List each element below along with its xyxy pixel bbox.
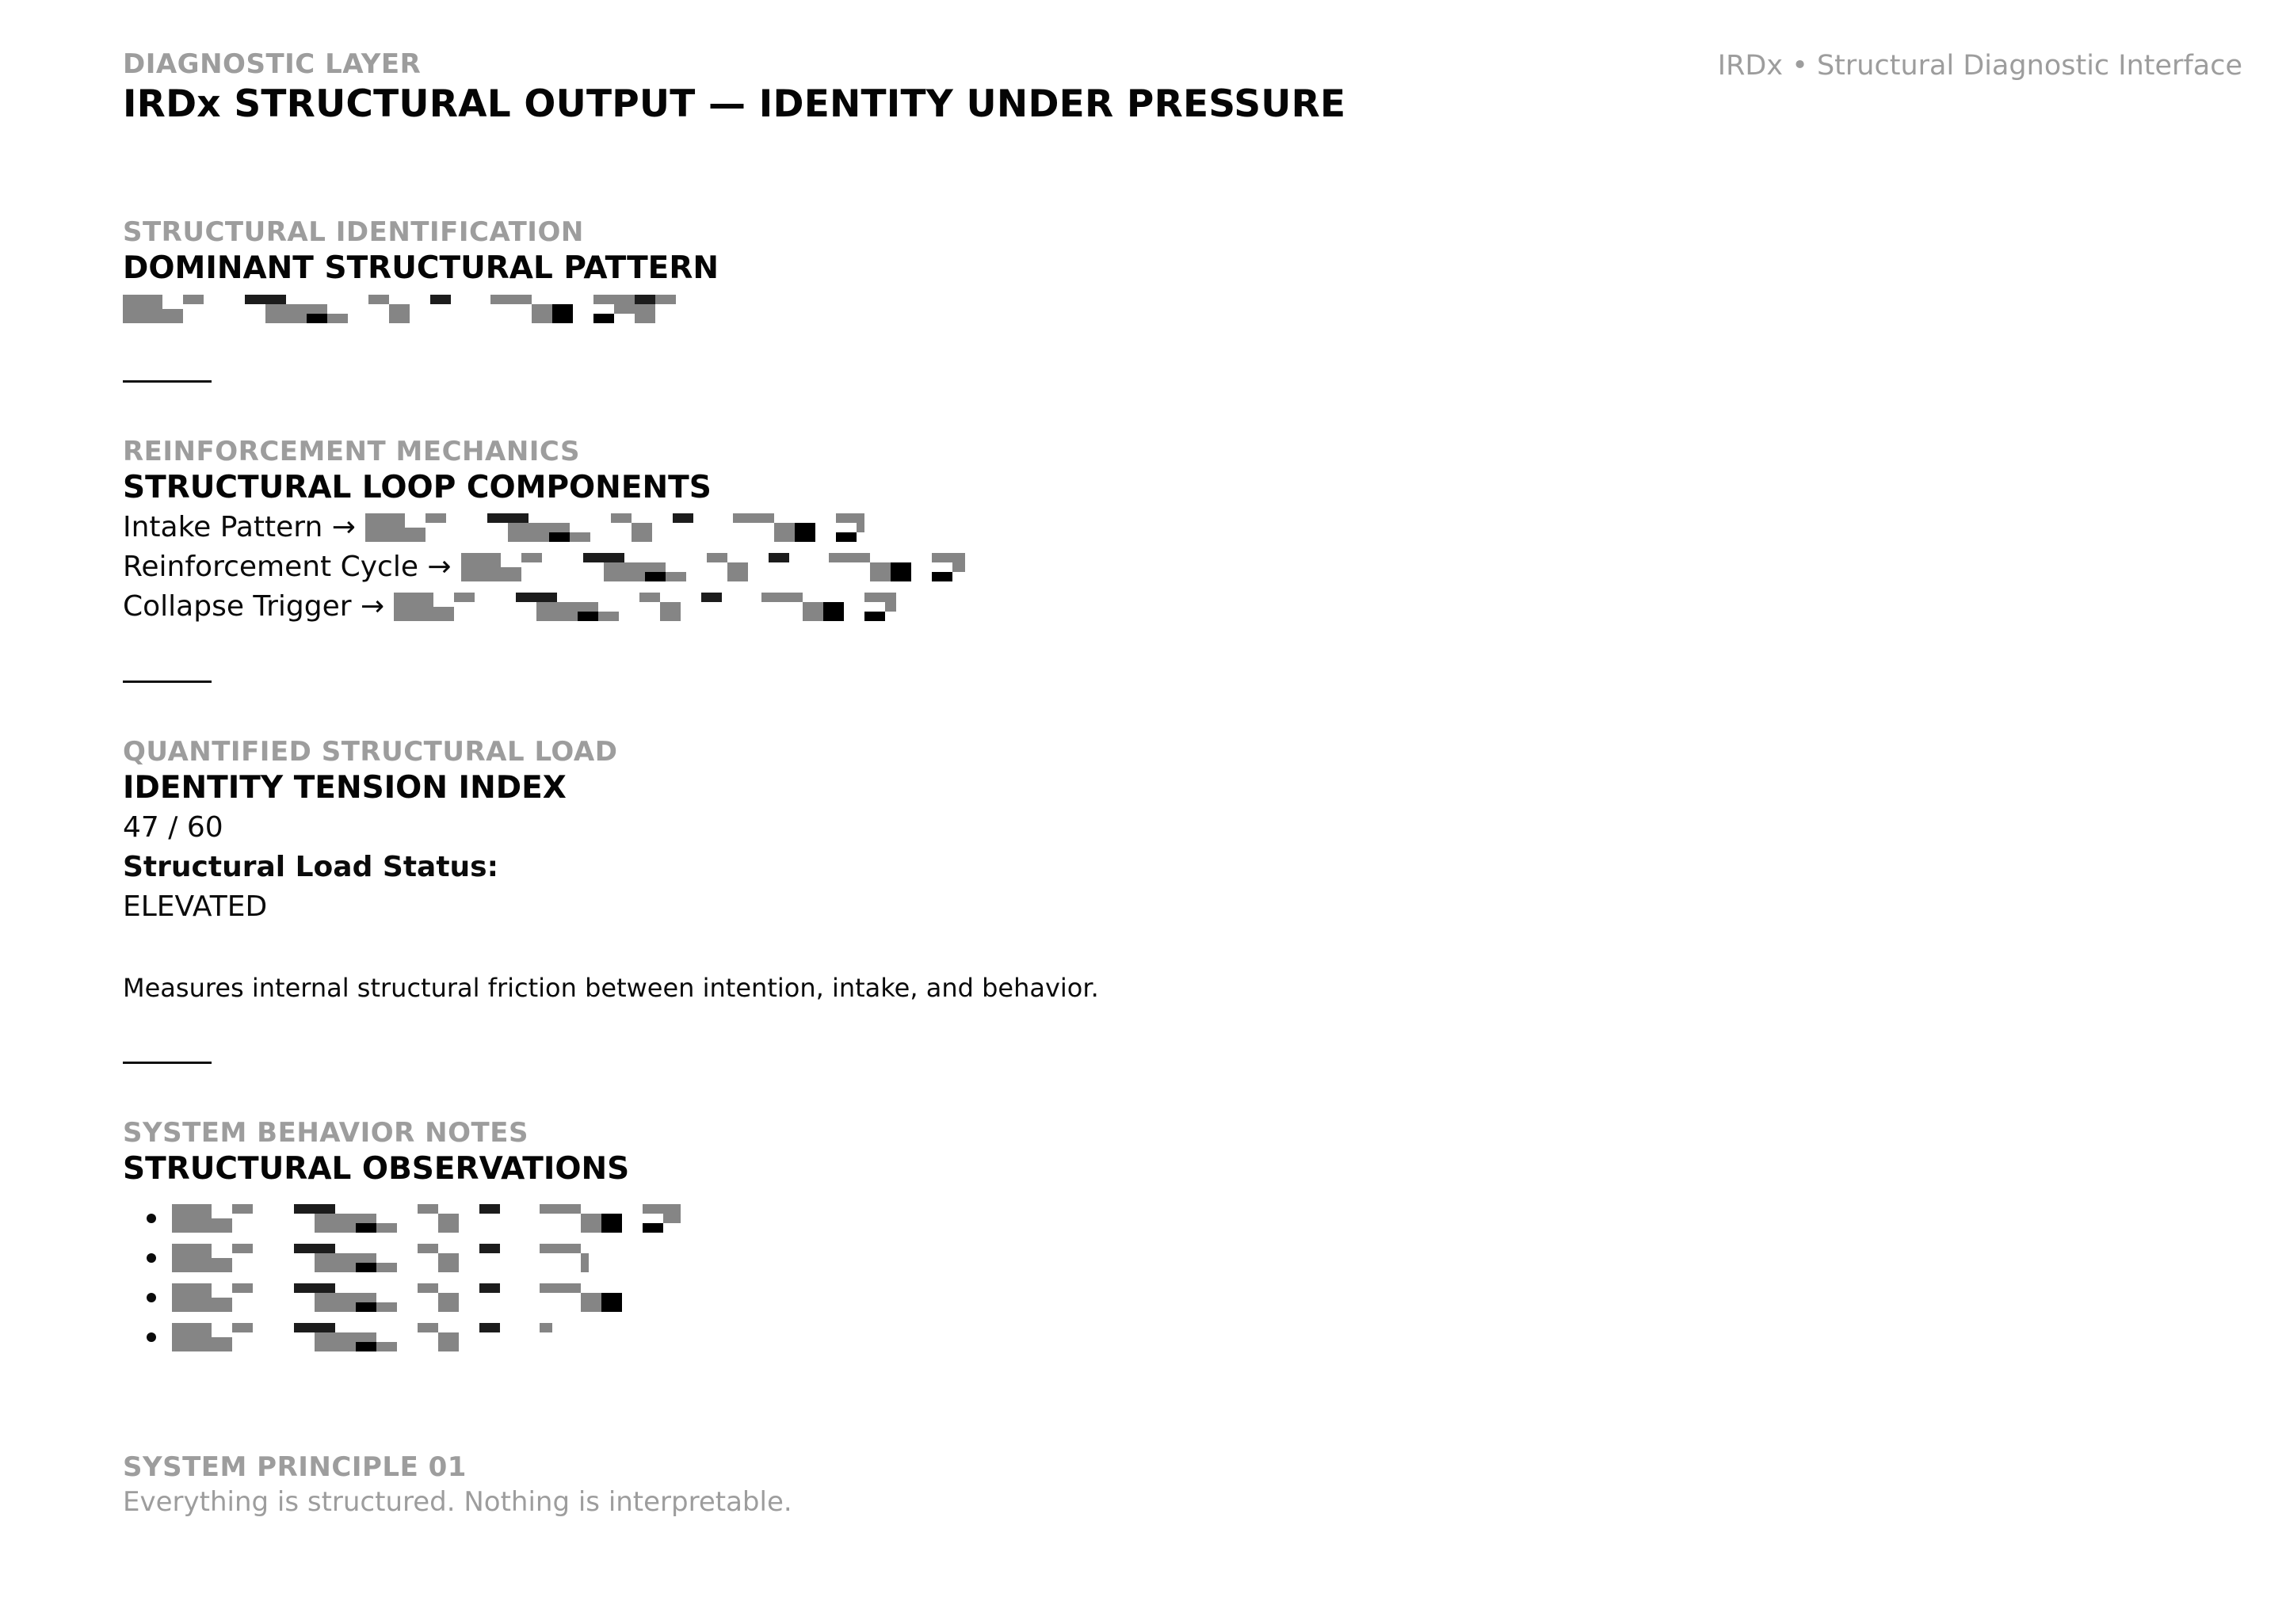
redaction-block: [356, 1214, 376, 1223]
section-eyebrow: QUANTIFIED STRUCTURAL LOAD: [123, 736, 618, 768]
redaction-block: [870, 572, 891, 581]
section-eyebrow: STRUCTURAL IDENTIFICATION: [123, 216, 584, 248]
redaction-block: [829, 553, 870, 562]
redaction-block: [438, 1253, 459, 1263]
redaction-block: [454, 593, 475, 602]
redaction-block: [433, 607, 454, 621]
redaction-block: [315, 1244, 335, 1253]
redacted-value: [461, 553, 965, 581]
redaction-block: [540, 1204, 581, 1214]
section-divider: [123, 1062, 212, 1064]
redaction-block: [327, 314, 348, 323]
section-heading: IDENTITY TENSION INDEX: [123, 770, 567, 806]
redaction-block: [286, 304, 307, 323]
redaction-block: [516, 593, 536, 602]
redaction-block: [376, 1263, 397, 1272]
redaction-block: [803, 612, 823, 621]
redaction-block: [660, 612, 681, 621]
redaction-block: [232, 1244, 253, 1253]
redaction-block: [315, 1342, 335, 1351]
redaction-block: [376, 1342, 397, 1351]
redaction-block: [611, 513, 632, 523]
redaction-block: [335, 1214, 356, 1233]
redaction-block: [438, 1214, 459, 1223]
redaction-block: [232, 1204, 253, 1214]
bullet-icon: [147, 1214, 156, 1223]
redaction-block: [356, 1223, 376, 1233]
redaction-block: [356, 1253, 376, 1263]
redacted-pattern: [123, 295, 688, 323]
redaction-block: [540, 1244, 581, 1253]
redaction-block: [536, 593, 557, 602]
redaction-block: [212, 1258, 232, 1272]
redaction-block: [581, 1214, 601, 1223]
list-item: [123, 1278, 2246, 1317]
redaction-block: [864, 593, 896, 602]
redaction-block: [593, 295, 635, 304]
page-header: [123, 48, 2246, 128]
redacted-value: [394, 593, 896, 621]
section-divider: [123, 380, 212, 383]
redaction-block: [232, 1323, 253, 1332]
redaction-block: [487, 513, 508, 523]
redaction-block: [540, 1323, 552, 1332]
redaction-block: [389, 304, 410, 314]
list-item: [123, 1317, 2246, 1357]
redaction-block: [438, 1223, 459, 1233]
redaction-block: [172, 1244, 212, 1258]
redaction-block: [368, 295, 389, 304]
redaction-block: [655, 295, 676, 304]
redaction-block: [501, 567, 521, 581]
redaction-block: [294, 1283, 315, 1293]
redaction-block: [639, 593, 660, 602]
redaction-block: [593, 314, 614, 323]
redaction-block: [552, 304, 573, 323]
redaction-block: [172, 1323, 212, 1337]
section-reinforcement: [123, 435, 2246, 627]
redaction-block: [315, 1283, 335, 1293]
redaction-block: [836, 513, 864, 523]
redaction-block: [315, 1204, 335, 1214]
redaction-block: [394, 593, 433, 607]
redaction-block: [294, 1323, 315, 1332]
redaction-block: [598, 612, 619, 621]
redaction-block: [557, 602, 578, 621]
redaction-block: [376, 1223, 397, 1233]
redaction-block: [418, 1244, 438, 1253]
redacted-observation: [172, 1283, 630, 1312]
redaction-block: [315, 1302, 335, 1312]
redaction-block: [635, 295, 655, 304]
redaction-block: [232, 1283, 253, 1293]
section-divider: [123, 680, 212, 683]
observations-list: [123, 1199, 2246, 1357]
redaction-block: [294, 1244, 315, 1253]
section-eyebrow: SYSTEM BEHAVIOR NOTES: [123, 1117, 529, 1149]
redaction-block: [315, 1223, 335, 1233]
redaction-block: [635, 314, 655, 323]
redaction-block: [549, 523, 570, 532]
redaction-block: [418, 1323, 438, 1332]
redaction-block: [508, 532, 529, 542]
redaction-block: [663, 1214, 681, 1223]
redaction-block: [727, 562, 748, 572]
redaction-block: [315, 1323, 335, 1332]
redaction-block: [438, 1332, 459, 1342]
list-item: [123, 1199, 2246, 1238]
redaction-block: [307, 304, 327, 314]
redaction-block: [212, 1218, 232, 1233]
redacted-observation: [172, 1204, 681, 1233]
redaction-block: [632, 532, 652, 542]
redaction-block: [356, 1332, 376, 1342]
redaction-block: [438, 1302, 459, 1312]
section-heading: DOMINANT STRUCTURAL PATTERN: [123, 250, 719, 286]
redaction-block: [536, 612, 557, 621]
redaction-block: [823, 602, 844, 621]
redaction-block: [183, 295, 204, 304]
redaction-block: [645, 572, 666, 581]
redaction-block: [578, 612, 598, 621]
redaction-block: [673, 513, 693, 523]
redaction-block: [643, 1204, 681, 1214]
redaction-block: [870, 562, 891, 572]
redaction-block: [581, 1223, 601, 1233]
redaction-block: [581, 1253, 589, 1263]
redaction-block: [803, 602, 823, 612]
redaction-block: [701, 593, 722, 602]
redaction-block: [479, 1204, 500, 1214]
redaction-block: [245, 295, 265, 304]
redaction-block: [335, 1293, 356, 1312]
redaction-block: [632, 523, 652, 532]
redaction-block: [162, 309, 183, 323]
redaction-block: [438, 1293, 459, 1302]
redaction-block: [356, 1263, 376, 1272]
bullet-icon: [147, 1253, 156, 1263]
redaction-block: [438, 1263, 459, 1272]
redaction-block: [581, 1263, 589, 1272]
redaction-block: [356, 1293, 376, 1302]
redaction-block: [666, 572, 686, 581]
redaction-block: [578, 602, 598, 612]
redaction-block: [570, 532, 590, 542]
loop-component-label: Collapse Trigger →: [123, 590, 385, 623]
redaction-block: [583, 553, 604, 562]
loop-component-collapse: [123, 587, 2246, 627]
tension-score: 47 / 60: [123, 811, 223, 844]
section-heading: STRUCTURAL OBSERVATIONS: [123, 1151, 630, 1187]
redaction-block: [733, 513, 774, 523]
redaction-block: [123, 295, 162, 309]
redaction-block: [932, 553, 965, 562]
loop-component-reinforcement: [123, 547, 2246, 587]
redaction-block: [614, 304, 655, 314]
redaction-block: [643, 1223, 663, 1233]
principle-text: Everything is structured. Nothing is interpretable.: [123, 1486, 792, 1518]
redaction-block: [335, 1332, 356, 1351]
redaction-block: [774, 532, 795, 542]
redaction-block: [601, 1214, 622, 1233]
redaction-block: [624, 562, 645, 581]
section-identification: [123, 215, 2246, 326]
redaction-block: [885, 602, 896, 612]
redaction-block: [294, 1204, 315, 1214]
principle-eyebrow: SYSTEM PRINCIPLE 01: [123, 1451, 467, 1483]
redaction-block: [376, 1302, 397, 1312]
redaction-block: [645, 562, 666, 572]
diagnostic-page: [123, 48, 2246, 1520]
redaction-block: [461, 553, 501, 567]
loop-component-intake: [123, 508, 2246, 547]
redaction-block: [508, 513, 529, 523]
redaction-block: [356, 1302, 376, 1312]
redaction-block: [836, 532, 857, 542]
redaction-block: [438, 1342, 459, 1351]
redaction-block: [581, 1293, 601, 1302]
redaction-block: [172, 1204, 212, 1218]
redaction-block: [405, 528, 425, 542]
redaction-block: [857, 523, 864, 532]
load-status-value: ELEVATED: [123, 890, 268, 923]
page-title: IRDx STRUCTURAL OUTPUT — IDENTITY UNDER PRESSURE: [123, 82, 1346, 126]
redaction-block: [601, 1293, 622, 1312]
section-load: [123, 735, 2246, 1006]
redacted-value: [365, 513, 864, 542]
redaction-block: [761, 593, 803, 602]
redaction-block: [891, 562, 911, 581]
redaction-block: [172, 1283, 212, 1298]
redaction-block: [864, 612, 885, 621]
redaction-block: [479, 1283, 500, 1293]
redaction-block: [795, 523, 815, 542]
redaction-block: [707, 553, 727, 562]
load-status-label: Structural Load Status:: [123, 851, 498, 883]
redaction-block: [418, 1283, 438, 1293]
redaction-block: [540, 1283, 581, 1293]
redaction-block: [952, 562, 965, 572]
redaction-block: [532, 314, 552, 323]
section-notes: [123, 1116, 2246, 1357]
redaction-block: [418, 1204, 438, 1214]
redaction-block: [265, 314, 286, 323]
redaction-block: [212, 1298, 232, 1312]
section-eyebrow: REINFORCEMENT MECHANICS: [123, 436, 580, 467]
load-description: Measures internal structural friction between intention, intake, and behavior.: [123, 973, 1099, 1003]
redaction-block: [604, 553, 624, 562]
redaction-block: [549, 532, 570, 542]
bullet-icon: [147, 1332, 156, 1342]
redaction-block: [932, 572, 952, 581]
redaction-block: [532, 304, 552, 314]
redaction-block: [356, 1342, 376, 1351]
redaction-block: [315, 1263, 335, 1272]
page-eyebrow: DIAGNOSTIC LAYER: [123, 48, 422, 80]
loop-component-label: Reinforcement Cycle →: [123, 551, 452, 583]
redaction-block: [430, 295, 451, 304]
redaction-block: [307, 314, 327, 323]
redaction-block: [479, 1244, 500, 1253]
redaction-block: [604, 572, 624, 581]
redaction-block: [529, 523, 549, 542]
bullet-icon: [147, 1293, 156, 1302]
redaction-block: [479, 1323, 500, 1332]
list-item: [123, 1238, 2246, 1278]
redaction-block: [727, 572, 748, 581]
redaction-block: [521, 553, 542, 562]
redaction-block: [365, 513, 405, 528]
redacted-observation: [172, 1323, 552, 1351]
loop-component-label: Intake Pattern →: [123, 511, 356, 543]
redaction-block: [581, 1302, 601, 1312]
redaction-block: [265, 295, 286, 304]
redacted-observation: [172, 1244, 589, 1272]
redaction-block: [490, 295, 532, 304]
redaction-block: [212, 1337, 232, 1351]
section-principle: [123, 1451, 2246, 1520]
redaction-block: [335, 1253, 356, 1272]
redaction-block: [769, 553, 789, 562]
redaction-block: [389, 314, 410, 323]
redaction-block: [425, 513, 446, 523]
brand-label: IRDx • Structural Diagnostic Interface: [1717, 50, 2242, 82]
section-heading: STRUCTURAL LOOP COMPONENTS: [123, 470, 712, 505]
redaction-block: [660, 602, 681, 612]
redaction-block: [774, 523, 795, 532]
